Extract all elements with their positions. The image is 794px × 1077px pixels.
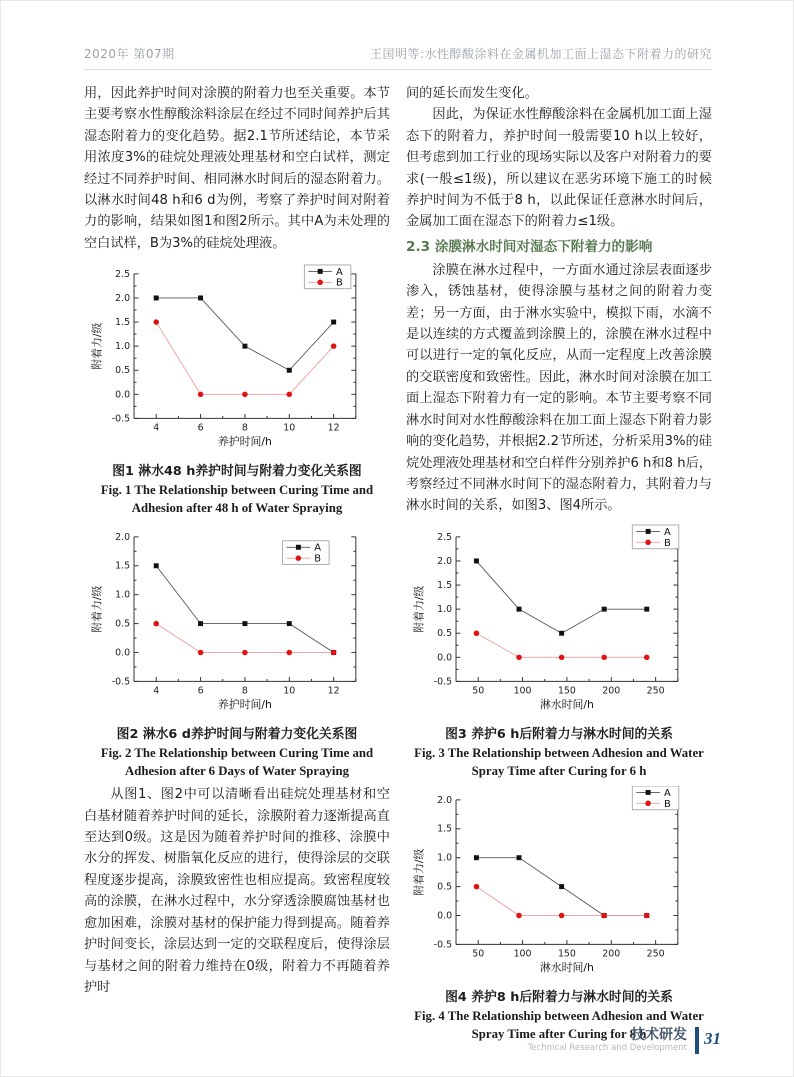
figure-2-caption-en-line1: Fig. 2 The Relationship between Curing Time and — [100, 746, 374, 761]
footer-label-en: Technical Research and Development — [527, 1043, 687, 1053]
svg-text:0.0: 0.0 — [437, 910, 453, 922]
svg-text:8: 8 — [241, 422, 248, 434]
footer-accent-bar — [695, 1027, 699, 1054]
svg-text:0.0: 0.0 — [115, 647, 131, 659]
svg-text:50: 50 — [472, 685, 485, 697]
paragraph: 从图1、图2中可以清晰看出硅烷处理基材和空白基材随着养护时间的延长，涂膜附着力逐渐提高直至达到0级。这是因为随着养护时间的推移、涂膜中水分的挥发、树脂氧化反应的进行，使得涂层的交联程度逐步提高，涂膜致密性也相应提高。致密程度较高的涂膜，在淋水过程中，水分穿透涂膜腐蚀基材也愈加困难，涂膜对基材的保护能力得到提高。随着养护时间变长，涂层达到一定的交联程度后，使得涂层与基材之间的附着力维持在0级，附着力不再随着养护时 — [84, 787, 390, 995]
figure-4-chart — [409, 786, 709, 988]
svg-text:200: 200 — [602, 948, 621, 960]
paragraph: 因此，为保证水性醇酸涂料在金属机加工面上湿态下的附着力，养护时间一般需要10 h以上较好，但考虑到加工行业的现场实际以及客户对附着力的要求(一般≤1级)，所以建议在恶劣环境下施工的时候养护时间为不低于8 h，以此保证任意淋水时间后，金属加工面在湿态下的附着力≤1级。 — [406, 107, 712, 230]
svg-text:100: 100 — [513, 685, 532, 697]
svg-text:-0.5: -0.5 — [111, 413, 131, 425]
svg-text:附着力/级: 附着力/级 — [90, 585, 104, 633]
figure-3-caption-cn: 图3 养护6 h后附着力与淋水时间的关系 — [445, 726, 673, 742]
svg-text:12: 12 — [327, 422, 340, 434]
figure-1-caption-cn: 图1 淋水48 h养护时间与附着力变化关系图 — [112, 464, 362, 480]
svg-text:2.0: 2.0 — [437, 794, 453, 806]
svg-text:250: 250 — [646, 948, 665, 960]
svg-text:0.5: 0.5 — [437, 881, 453, 893]
svg-text:50: 50 — [472, 948, 485, 960]
svg-text:0.5: 0.5 — [437, 627, 453, 639]
header-running-title: 王国明等:水性醇酸涂料在金属机加工面上湿态下附着力的研究 — [369, 47, 712, 61]
page-number: 31 — [704, 1029, 721, 1048]
svg-text:10: 10 — [283, 422, 296, 434]
svg-text:-0.5: -0.5 — [433, 676, 453, 688]
svg-text:A: A — [314, 542, 322, 554]
figure-4-caption-cn: 图4 养护8 h后附着力与淋水时间的关系 — [445, 989, 673, 1005]
figure-1 — [84, 260, 390, 517]
figure-2-caption-en-line2: Adhesion after 6 Days of Water Spraying — [125, 764, 349, 779]
svg-text:-0.5: -0.5 — [111, 676, 131, 688]
svg-text:养护时间/h: 养护时间/h — [217, 698, 272, 712]
figure-2-caption-cn: 图2 淋水6 d养护时间与附着力变化关系图 — [116, 727, 358, 743]
svg-text:淋水时间/h: 淋水时间/h — [539, 697, 594, 711]
svg-text:12: 12 — [327, 685, 340, 697]
right-column — [406, 83, 712, 1047]
svg-text:4: 4 — [153, 422, 160, 434]
svg-text:8: 8 — [241, 685, 248, 697]
page-footer — [528, 1027, 721, 1054]
svg-text:1.5: 1.5 — [437, 579, 453, 591]
svg-text:B: B — [314, 553, 322, 565]
svg-text:2.5: 2.5 — [437, 531, 453, 543]
svg-text:附着力/级: 附着力/级 — [90, 322, 104, 370]
footer-section-label — [528, 1027, 687, 1054]
svg-text:1.5: 1.5 — [115, 317, 131, 329]
svg-text:0.5: 0.5 — [115, 618, 131, 630]
svg-text:1.0: 1.0 — [437, 852, 453, 864]
svg-text:6: 6 — [197, 685, 204, 697]
figure-3-chart — [409, 523, 709, 725]
svg-text:附着力/级: 附着力/级 — [412, 585, 426, 633]
svg-text:2.0: 2.0 — [437, 555, 453, 567]
paragraph: 涂膜在淋水过程中，一方面水通过涂层表面逐步渗入，锈蚀基材，使得涂膜与基材之间的附着力变差；另一方面，由于淋水实验中，模拟下雨，水滴不是以连续的方式覆盖到涂膜上的，涂膜在淋水过程中可以进行一定的氧化反应，从而一定程度上改善涂膜的交联密度和致密性。因此，淋水时间对涂膜在加工面上湿态下附着力有一定的影响。本节主要考察不同淋水时间对水性醇酸涂料在加工面上湿态下附着力影响的变化趋势，并根据2.2节所述，分析采用3%的硅烷处理液处理基材和空白样件分别养护6 h和8 h后，考察经过不同淋水时间下的湿态附着力，其附着力与淋水时间的关系，如图3、图4所示。 — [406, 262, 712, 514]
two-column-body — [84, 83, 712, 1047]
svg-text:B: B — [663, 798, 671, 810]
svg-text:200: 200 — [602, 685, 621, 697]
footer-label-cn: 技术研发 — [631, 1027, 687, 1043]
svg-text:1.0: 1.0 — [437, 603, 453, 615]
svg-text:100: 100 — [513, 948, 532, 960]
header-issue: 2020年 第07期 — [84, 47, 175, 61]
figure-1-caption-en-line1: Fig. 1 The Relationship between Curing Time and — [100, 483, 374, 498]
svg-text:A: A — [663, 526, 671, 538]
svg-text:-0.5: -0.5 — [433, 939, 453, 951]
figure-3-caption-en-line1: Fig. 3 The Relationship between Adhesion and Water — [414, 745, 704, 760]
svg-text:1.0: 1.0 — [115, 341, 131, 353]
svg-text:0.5: 0.5 — [115, 365, 131, 377]
figure-3-caption-en-line2: Spray Time after Curing for 6 h — [471, 763, 647, 778]
page-header — [84, 45, 712, 70]
svg-text:250: 250 — [646, 685, 665, 697]
figure-3 — [406, 523, 712, 780]
svg-text:1.5: 1.5 — [115, 560, 131, 572]
svg-text:10: 10 — [283, 685, 296, 697]
svg-text:150: 150 — [557, 685, 576, 697]
left-column — [84, 83, 390, 1047]
svg-text:B: B — [336, 277, 343, 289]
svg-text:A: A — [663, 787, 671, 799]
svg-text:淋水时间/h: 淋水时间/h — [539, 960, 594, 974]
figure-4-caption-en-line2: Spray Time after Curing for 8 h — [471, 1026, 647, 1041]
svg-text:1.5: 1.5 — [437, 823, 453, 835]
figure-2-chart — [87, 523, 387, 725]
svg-text:A: A — [336, 267, 343, 279]
svg-text:2.0: 2.0 — [115, 532, 131, 544]
svg-text:2.5: 2.5 — [115, 269, 131, 281]
figure-4-caption-en-line1: Fig. 4 The Relationship between Adhesion and Water — [414, 1008, 704, 1023]
figure-1-chart — [87, 260, 387, 462]
svg-text:养护时间/h: 养护时间/h — [217, 435, 272, 449]
svg-text:2.0: 2.0 — [115, 293, 131, 305]
paragraph: 间的延长而发生变化。 — [406, 86, 538, 101]
svg-text:附着力/级: 附着力/级 — [412, 848, 426, 896]
svg-text:4: 4 — [153, 685, 160, 697]
svg-text:150: 150 — [557, 948, 576, 960]
svg-text:B: B — [663, 537, 671, 549]
svg-text:1.0: 1.0 — [115, 589, 131, 601]
figure-2 — [84, 523, 390, 780]
svg-text:6: 6 — [197, 422, 204, 434]
section-heading-2-3: 2.3 涂膜淋水时间对湿态下附着力的影响 — [406, 238, 653, 255]
svg-text:0.0: 0.0 — [437, 652, 453, 664]
figure-4 — [406, 786, 712, 1043]
figure-1-caption-en-line2: Adhesion after 48 h of Water Spraying — [131, 501, 343, 516]
paragraph: 用，因此养护时间对涂膜的附着力也至关重要。本节主要考察水性醇酸涂料涂层在经过不同时间养护后其湿态附着力的变化趋势。据2.1节所述结论，本节采用浓度3%的硅烷处理液处理基材和空白试样，测定经过不同养护时间、相同淋水时间后的湿态附着力。以淋水时间48 h和6 d为例，考察了养护时间对附着力的影响，结果如图1和图2所示。其中A为未处理的空白试样，B为3%的硅烷处理液。 — [84, 86, 390, 251]
svg-text:0.0: 0.0 — [115, 389, 131, 401]
